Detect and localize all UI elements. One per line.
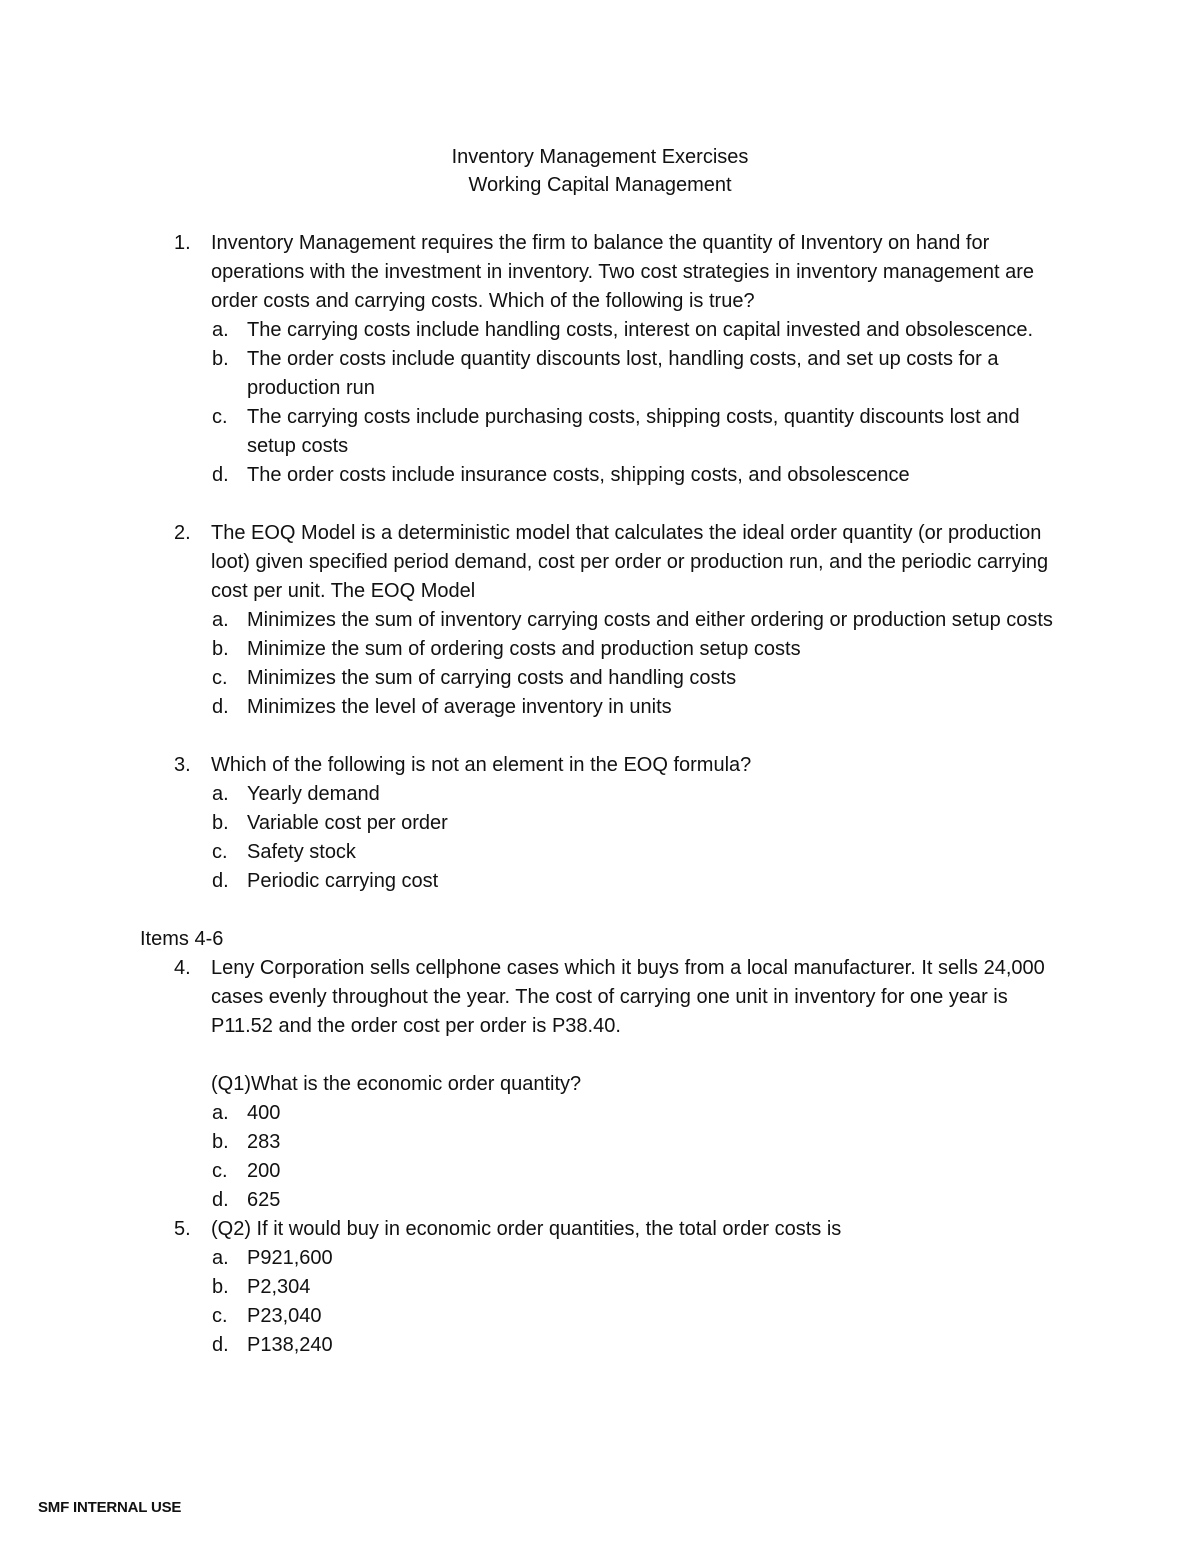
question-text: (Q2) If it would buy in economic order quantities, the total order costs is — [211, 1218, 842, 1240]
option-letter: b. — [212, 812, 229, 834]
option — [0, 1186, 1071, 1215]
option-text: Yearly demand — [247, 783, 380, 805]
option-letter: a. — [212, 609, 229, 631]
option — [0, 316, 1071, 345]
option — [0, 780, 1071, 809]
title-block — [0, 143, 1200, 199]
footer-classification: SMF INTERNAL USE — [38, 1499, 182, 1516]
option-letter: b. — [212, 1276, 229, 1298]
option — [0, 1099, 1071, 1128]
option — [0, 461, 1071, 490]
option-text: P23,040 — [247, 1305, 322, 1327]
option — [0, 1157, 1071, 1186]
document-body — [0, 229, 1200, 1360]
question-2 — [0, 519, 1071, 606]
option-letter: d. — [212, 464, 229, 486]
spacer — [0, 896, 1200, 925]
option-letter: b. — [212, 348, 229, 370]
option-text: 200 — [247, 1160, 281, 1182]
option-letter: c. — [212, 1305, 228, 1327]
option-text: 625 — [247, 1189, 281, 1211]
option-letter: d. — [212, 696, 229, 718]
option-text: Periodic carrying cost — [247, 870, 439, 892]
option-letter: d. — [212, 1189, 229, 1211]
spacer — [0, 1041, 1200, 1070]
option-text: P921,600 — [247, 1247, 333, 1269]
question-number: 1. — [174, 232, 191, 254]
question-number: 5. — [174, 1218, 191, 1240]
option-text: Variable cost per order — [247, 812, 448, 834]
question-number: 2. — [174, 522, 191, 544]
question-text: Inventory Management requires the firm to balance the quantity of Inventory on hand for operations with the investment in inventory. Two cost strategies in inventory management are order costs and carrying costs. Which of the following is true? — [211, 232, 1035, 312]
option — [0, 403, 1071, 461]
option-text: P138,240 — [247, 1334, 333, 1356]
question-1 — [0, 229, 1071, 316]
option-text: Minimizes the sum of inventory carrying costs and either ordering or production setup costs — [247, 609, 1053, 631]
items-label: Items 4-6 — [140, 928, 224, 950]
option — [0, 1273, 1071, 1302]
option-text: Minimize the sum of ordering costs and production setup costs — [247, 638, 801, 660]
option — [0, 345, 1071, 403]
option-letter: b. — [212, 1131, 229, 1153]
option-letter: a. — [212, 1102, 229, 1124]
option-text: P2,304 — [247, 1276, 311, 1298]
option — [0, 838, 1071, 867]
option-text: The order costs include insurance costs, shipping costs, and obsolescence — [247, 464, 910, 486]
option-text: Safety stock — [247, 841, 356, 863]
question-text: The EOQ Model is a deterministic model that calculates the ideal order quantity (or production loot) given specified period demand, cost per order or production run, and the periodic carrying cost per unit. The EOQ Model — [211, 522, 1049, 602]
spacer — [0, 490, 1200, 519]
option-letter: a. — [212, 319, 229, 341]
spacer — [0, 722, 1200, 751]
option — [0, 1302, 1071, 1331]
option — [0, 809, 1071, 838]
option-letter: a. — [212, 783, 229, 805]
option-letter: b. — [212, 638, 229, 660]
option-letter: c. — [212, 406, 228, 428]
question-text: Leny Corporation sells cellphone cases which it buys from a local manufacturer. It sells 24,000 cases evenly throughout the year. The cost of carrying one unit in inventory for one year is P11.52 and the order cost per order is P38.40. — [211, 957, 1045, 1037]
option-letter: c. — [212, 841, 228, 863]
option-text: 400 — [247, 1102, 281, 1124]
document-title: Inventory Management Exercises — [451, 146, 749, 168]
option-text: The carrying costs include handling costs, interest on capital invested and obsolescence. — [247, 319, 1034, 341]
option — [0, 867, 1071, 896]
option-text: Minimizes the level of average inventory in units — [247, 696, 672, 718]
question-text: Which of the following is not an element in the EOQ formula? — [211, 754, 752, 776]
question-4 — [0, 954, 1071, 1041]
question-number: 4. — [174, 957, 191, 979]
option-text: The order costs include quantity discounts lost, handling costs, and set up costs for a production run — [247, 348, 999, 399]
option — [0, 1128, 1071, 1157]
option-letter: c. — [212, 667, 228, 689]
option — [0, 606, 1071, 635]
option-letter: d. — [212, 1334, 229, 1356]
option — [0, 1244, 1071, 1273]
option — [0, 693, 1071, 722]
question-3 — [0, 751, 1071, 780]
sub-question: (Q1)What is the economic order quantity? — [211, 1073, 582, 1095]
option — [0, 635, 1071, 664]
option-text: Minimizes the sum of carrying costs and handling costs — [247, 667, 737, 689]
option — [0, 1331, 1071, 1360]
option-letter: a. — [212, 1247, 229, 1269]
option-letter: d. — [212, 870, 229, 892]
document-subtitle: Working Capital Management — [468, 174, 732, 196]
option-text: 283 — [247, 1131, 281, 1153]
question-number: 3. — [174, 754, 191, 776]
question-5 — [0, 1215, 1071, 1244]
option — [0, 664, 1071, 693]
option-letter: c. — [212, 1160, 228, 1182]
option-text: The carrying costs include purchasing costs, shipping costs, quantity discounts lost and setup costs — [247, 406, 1020, 457]
